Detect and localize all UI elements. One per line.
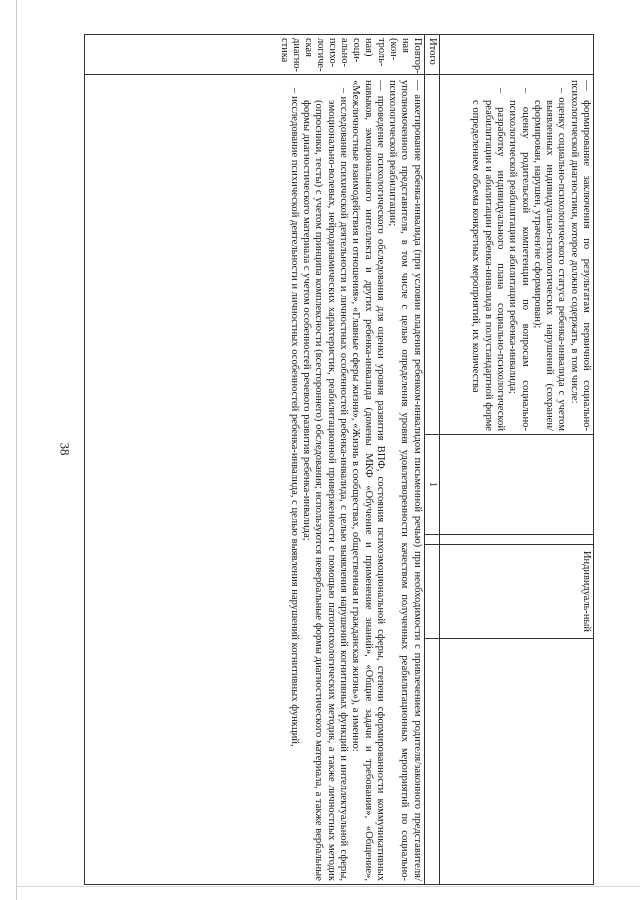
service-table bbox=[84, 34, 594, 885]
cell-stage-empty bbox=[440, 35, 594, 75]
total-label: Итого bbox=[427, 38, 438, 65]
list-item: – исследование психической деятельности и личностных особенностей ребенка-инвалида, с целью выявления нарушений когнитивных функций и интеллектуальной сферы, эмоционально-волевых, нейродинамических характеристик, реабилитационной приверженности с помощью патопсихологических методик, а также личностных методик (опросники, тесты) с учетом принципа комплексности (всестороннего) обследования; используются невербальные формы диагностического материала, а также вербальные формы диагностического материала с учетом особенностей речевого развития ребенка-инвалида; bbox=[301, 88, 350, 881]
list-item: – оценку родительской компетенции по вопросам социально-психологической реабилитации и абилитации ребенка-инвалида; bbox=[507, 88, 531, 431]
stage-label: Повтор-ная (кон-троль-ная) соци-ально-психо-логиче-ская диагно-стика bbox=[279, 38, 423, 74]
scan-edge-left bbox=[16, 0, 17, 900]
table-row-initial-diagnostics bbox=[440, 35, 594, 885]
cell-narrow bbox=[440, 535, 594, 545]
cell-total-empty bbox=[424, 75, 439, 435]
cell-total-count bbox=[424, 435, 439, 535]
list-item: — формирование заключения по результатам первичной социально-психологической диагностики, которое должно содержать, в том числе: bbox=[568, 80, 592, 431]
table-row-repeat-diagnostics bbox=[85, 35, 425, 885]
cell-total-label bbox=[424, 35, 439, 75]
scan-edge-bottom bbox=[16, 886, 640, 887]
cell-empty-right bbox=[440, 639, 594, 885]
cell-form-type bbox=[440, 545, 594, 639]
table-row-total bbox=[424, 35, 439, 885]
cell-total-form bbox=[424, 545, 439, 639]
list-item: – исследование психической деятельности и личностных особенностей ребенка-инвалида, с целью выявления нарушений когнитивных функций, bbox=[288, 88, 300, 747]
page-number: 38 bbox=[57, 442, 73, 456]
cell-content-initial bbox=[440, 75, 594, 435]
rotated-table-container bbox=[84, 34, 594, 884]
list-item: — анкетирование ребенка-инвалида (при условии владения ребенком-инвалидом письменной речью) при необходимости с привлечением родителя/законного представителя/уполномоченного представителя, в том числе с целью определения уровня удовлетворенности качеством полученных реабилитационных мероприятий по социально-психологической реабилитации; bbox=[387, 80, 423, 881]
cell-content-repeat bbox=[85, 75, 425, 885]
cell-total-narrow bbox=[424, 535, 439, 545]
cell-total-right bbox=[424, 639, 439, 885]
cell-stage-repeat bbox=[85, 35, 425, 75]
count-value: 1 bbox=[427, 481, 438, 488]
list-item: – разработку индивидуального плана социально-психологической реабилитации и абилитации ребенка-инвалида в полустандартной форме с определением объема конкретных мероприятий, их количества bbox=[470, 88, 507, 431]
list-item: — проведение психологического обследования для оценки уровня развития ВПФ, состояния психоэмоциональной сферы, степени сформированности коммуникативных навыков, эмоционального интеллекта и других ребенка-инвалида (домены МКФ «Обучение и применение знаний», «Общие задачи и требования», «Общение», «Межличностные взаимодействия и отношения», «Главные сферы жизни», «Жизнь в сообществах, общественная и гражданская жизнь»), а именно: bbox=[350, 80, 386, 881]
cell-count bbox=[440, 435, 594, 535]
form-type-label: Индивидуаль-ный bbox=[581, 551, 592, 632]
list-item: – оценку социально-психологического статуса ребенка-инвалида с учетом выявленных индивидуально-психологических нарушений (сохранен/сформирован, нарушен, утрачен/не сформирован); bbox=[531, 88, 568, 431]
